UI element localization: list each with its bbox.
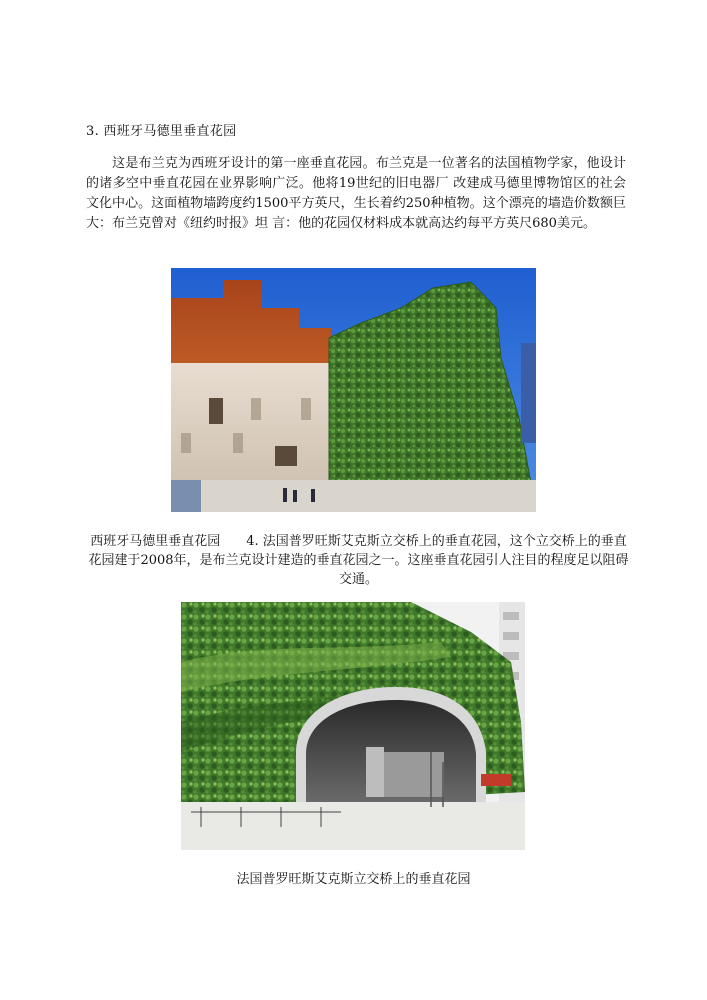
section-paragraph-4: 4. 法国普罗旺斯艾克斯立交桥上的垂直花园，这个立交桥上的垂直花园建于2008年，是布兰克设计建造的垂直花园之一。这座垂直花园引人注目的程度足以阻碍交通。 [88, 534, 629, 587]
section-paragraph [86, 154, 626, 234]
figure-caption: 西班牙马德里垂直花园 [90, 534, 221, 549]
overpass-vertical-garden-photo [181, 602, 525, 850]
section-heading: 3. 西班牙马德里垂直花园 [86, 124, 237, 139]
madrid-vertical-garden-photo [171, 268, 536, 512]
caption-and-section-text [86, 532, 631, 589]
figure-caption-2: 法国普罗旺斯艾克斯立交桥上的垂直花园 [236, 872, 471, 887]
paragraph-text: 这是布兰克为西班牙设计的第一座垂直花园。布兰克是一位著名的法国植物学家，他设计的诸多空中垂直花园在业界影响广泛。他将19世纪的旧电器厂 改建成马德里博物馆区的社会文化中心。这面植物墙跨度约1500平方英尺，生长着约250种植物。这个漂亮的墙造价数额巨大：布兰克曾对《纽约时报》坦 言：他的花园仅材料成本就高达约每平方英尺680美元。 [86, 156, 626, 231]
